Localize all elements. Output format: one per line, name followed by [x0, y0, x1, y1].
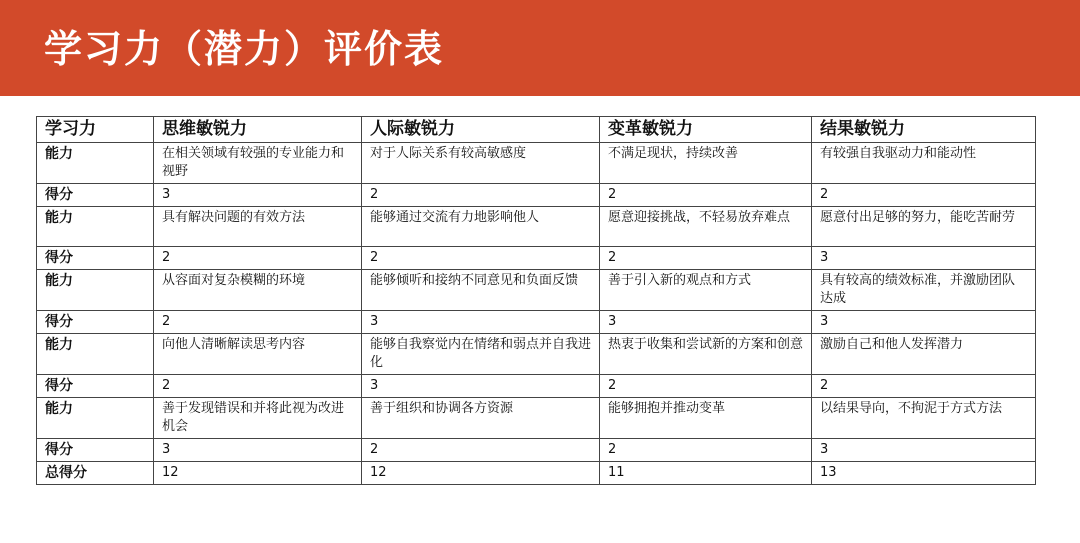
table-cell: 3 — [600, 311, 812, 334]
table-cell: 有较强自我驱动力和能动性 — [812, 143, 1036, 184]
table-cell: 2 — [154, 311, 362, 334]
table-cell: 在相关领域有较强的专业能力和视野 — [154, 143, 362, 184]
row-label: 得分 — [37, 311, 154, 334]
header-cell-people: 人际敏锐力 — [362, 117, 600, 143]
table-cell: 善于引入新的观点和方式 — [600, 270, 812, 311]
table-row — [37, 398, 1036, 439]
table-cell: 向他人清晰解读思考内容 — [154, 334, 362, 375]
table-cell: 热衷于收集和尝试新的方案和创意 — [600, 334, 812, 375]
table-cell: 愿意迎接挑战，不轻易放弃难点 — [600, 207, 812, 247]
table-row — [37, 184, 1036, 207]
table-cell: 不满足现状，持续改善 — [600, 143, 812, 184]
table-cell: 能够自我察觉内在情绪和弱点并自我进化 — [362, 334, 600, 375]
table-row — [37, 270, 1036, 311]
row-label: 得分 — [37, 375, 154, 398]
table-cell: 能够拥抱并推动变革 — [600, 398, 812, 439]
table-row — [37, 143, 1036, 184]
table-cell: 2 — [812, 184, 1036, 207]
table-cell: 2 — [600, 375, 812, 398]
table-cell: 3 — [362, 375, 600, 398]
header-cell-change: 变革敏锐力 — [600, 117, 812, 143]
table-cell: 12 — [154, 462, 362, 485]
table-cell: 2 — [600, 184, 812, 207]
row-label: 得分 — [37, 247, 154, 270]
table-cell: 2 — [362, 184, 600, 207]
table-cell: 具有解决问题的有效方法 — [154, 207, 362, 247]
table-cell: 2 — [600, 247, 812, 270]
table-cell: 善于组织和协调各方资源 — [362, 398, 600, 439]
table-cell: 2 — [600, 439, 812, 462]
table-cell: 2 — [362, 247, 600, 270]
table-cell: 愿意付出足够的努力，能吃苦耐劳 — [812, 207, 1036, 247]
row-label: 能力 — [37, 143, 154, 184]
table-cell: 2 — [154, 247, 362, 270]
total-row — [37, 462, 1036, 485]
header-cell-results: 结果敏锐力 — [812, 117, 1036, 143]
row-label: 得分 — [37, 184, 154, 207]
table-cell: 3 — [812, 247, 1036, 270]
table-cell: 能够倾听和接纳不同意见和负面反馈 — [362, 270, 600, 311]
table-cell: 3 — [154, 184, 362, 207]
table-cell: 13 — [812, 462, 1036, 485]
table-cell: 3 — [812, 439, 1036, 462]
header-cell-learning: 学习力 — [37, 117, 154, 143]
header-row — [37, 117, 1036, 143]
table-cell: 对于人际关系有较高敏感度 — [362, 143, 600, 184]
row-label: 能力 — [37, 207, 154, 247]
table-cell: 2 — [812, 375, 1036, 398]
table-row — [37, 311, 1036, 334]
table-cell: 12 — [362, 462, 600, 485]
table-cell: 善于发现错误和并将此视为改进机会 — [154, 398, 362, 439]
table-row — [37, 439, 1036, 462]
row-label: 得分 — [37, 439, 154, 462]
table-row — [37, 247, 1036, 270]
table-cell: 3 — [812, 311, 1036, 334]
table-cell: 3 — [362, 311, 600, 334]
row-label: 能力 — [37, 334, 154, 375]
evaluation-table — [36, 116, 1036, 485]
table-cell: 2 — [154, 375, 362, 398]
row-label: 能力 — [37, 270, 154, 311]
row-label: 能力 — [37, 398, 154, 439]
table-cell: 能够通过交流有力地影响他人 — [362, 207, 600, 247]
page-title: 学习力（潜力）评价表 — [44, 27, 445, 71]
table-cell: 激励自己和他人发挥潜力 — [812, 334, 1036, 375]
table-cell: 以结果导向，不拘泥于方式方法 — [812, 398, 1036, 439]
title-banner — [0, 0, 1080, 96]
table-cell: 3 — [154, 439, 362, 462]
header-cell-mental: 思维敏锐力 — [154, 117, 362, 143]
table-row — [37, 334, 1036, 375]
row-label: 总得分 — [37, 462, 154, 485]
table-cell: 具有较高的绩效标准，并激励团队达成 — [812, 270, 1036, 311]
table-row — [37, 375, 1036, 398]
table-cell: 11 — [600, 462, 812, 485]
table-cell: 从容面对复杂模糊的环境 — [154, 270, 362, 311]
table-row — [37, 207, 1036, 247]
table-cell: 2 — [362, 439, 600, 462]
